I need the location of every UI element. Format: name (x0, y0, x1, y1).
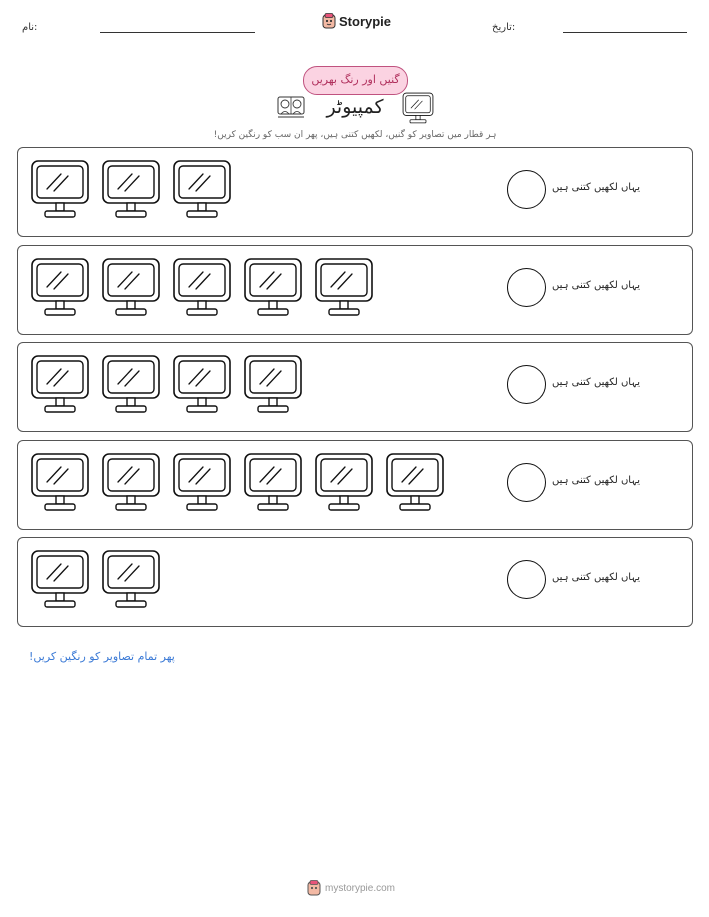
answer-circle[interactable] (507, 365, 546, 404)
computer-monitor-icon[interactable] (30, 549, 90, 609)
storypie-logo (322, 13, 391, 29)
computer-monitor-icon[interactable] (30, 257, 90, 317)
site-url: mystorypie.com (325, 882, 396, 894)
count-row (17, 342, 693, 432)
computer-monitor-icon[interactable] (101, 159, 161, 219)
computer-monitor-icon[interactable] (101, 452, 161, 512)
count-row (17, 537, 693, 627)
computer-monitor-icon[interactable] (101, 257, 161, 317)
write-count-label: یہاں لکھیں کتنی ہیں (552, 280, 640, 291)
computer-monitor-icon[interactable] (172, 257, 232, 317)
answer-circle[interactable] (507, 268, 546, 307)
footer-note: پھر تمام تصاویر کو رنگین کریں! (29, 650, 175, 663)
computer-monitor-icon[interactable] (101, 354, 161, 414)
computer-monitor-icon[interactable] (243, 452, 303, 512)
answer-circle[interactable] (507, 463, 546, 502)
page-title: کمپیوٹر (326, 96, 384, 118)
activity-badge: گنیں اور رنگ بھریں (303, 66, 408, 95)
computer-monitor-icon[interactable] (243, 354, 303, 414)
write-count-label: یہاں لکھیں کتنی ہیں (552, 377, 640, 388)
brand-name: Storypie (339, 13, 392, 29)
date-line[interactable] (563, 32, 687, 33)
date-label: تاریخ: (492, 22, 516, 33)
write-count-label: یہاں لکھیں کتنی ہیں (552, 572, 640, 583)
count-row (17, 440, 693, 530)
computer-monitor-icon[interactable] (385, 452, 445, 512)
answer-circle[interactable] (507, 170, 546, 209)
computer-monitor-icon[interactable] (30, 452, 90, 512)
computer-monitor-icon[interactable] (172, 159, 232, 219)
computer-title-icon (402, 92, 434, 124)
computer-monitor-icon[interactable] (101, 549, 161, 609)
count-row (17, 245, 693, 335)
instructions: ہر قطار میں تصاویر کو گنیں، لکھیں کتنی ہیں، پھر ان سب کو رنگین کریں! (213, 130, 497, 140)
computer-monitor-icon[interactable] (314, 257, 374, 317)
computer-monitor-icon[interactable] (30, 354, 90, 414)
count-row (17, 147, 693, 237)
write-count-label: یہاں لکھیں کتنی ہیں (552, 475, 640, 486)
name-label: نام: (22, 22, 38, 33)
site-footer (307, 880, 395, 896)
computer-monitor-icon[interactable] (243, 257, 303, 317)
storypie-mascot-icon (307, 880, 321, 896)
computer-monitor-icon[interactable] (30, 159, 90, 219)
write-count-label: یہاں لکھیں کتنی ہیں (552, 182, 640, 193)
computer-monitor-icon[interactable] (314, 452, 374, 512)
answer-circle[interactable] (507, 560, 546, 599)
storypie-mascot-icon (322, 13, 336, 29)
kids-book-icon (276, 95, 306, 119)
computer-monitor-icon[interactable] (172, 354, 232, 414)
name-line[interactable] (100, 32, 255, 33)
computer-monitor-icon[interactable] (172, 452, 232, 512)
